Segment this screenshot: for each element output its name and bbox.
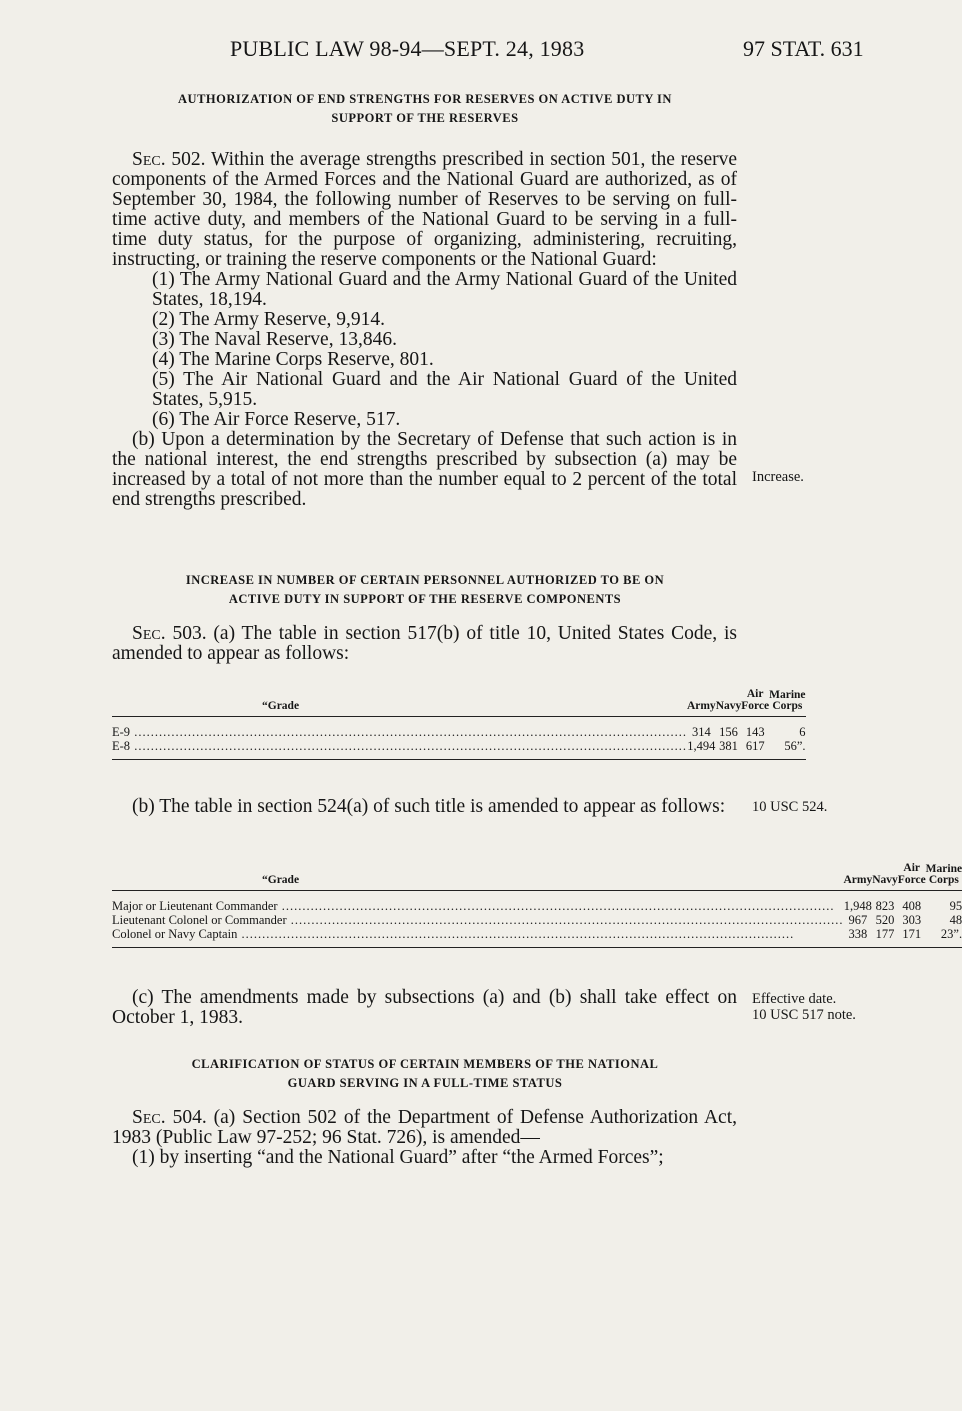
section-502-paragraph-b: (b) Upon a determination by the Secretary of Defense that such action is in the national interest, the end strengths prescribed by subsection (a) may be increased by a total of not more than the number equal to 2 percent of the total end strengths prescribed. (112, 429, 737, 510)
sec502-item-3: (3) The Naval Reserve, 13,846. (152, 329, 397, 350)
table-row: Major or Lieutenant Commander ..... 1,948 823 408 95 (112, 891, 962, 914)
table-row: E-9 ..... 314 156 143 6 (112, 717, 806, 740)
section-504-body (112, 1108, 737, 1168)
table-row: E-8 ..... 1,494 381 617 56”. (112, 739, 806, 760)
col-header-marine-corps: Marine Corps (926, 862, 962, 891)
section-503-heading: INCREASE IN NUMBER OF CERTAIN PERSONNEL AUTHORIZED TO BE ON ACTIVE DUTY IN SUPPORT OF THE RESERVE COMPONENTS (185, 573, 665, 606)
col-header-navy: Navy (716, 688, 742, 717)
col-header-air-force: Air Force (898, 862, 926, 891)
section-502-heading: AUTHORIZATION OF END STRENGTHS FOR RESERVES ON ACTIVE DUTY IN SUPPORT OF THE RESERVES (178, 92, 672, 125)
sec502-item-6: (6) The Air Force Reserve, 517. (152, 409, 401, 430)
col-header-grade: “Grade (112, 862, 843, 891)
col-header-grade: “Grade (112, 688, 687, 717)
col-header-army: Army (687, 688, 716, 717)
sec502-item-5: (5) The Air National Guard and the Air National Guard of the United States, 5,915. (152, 369, 737, 410)
sec502-item-1: (1) The Army National Guard and the Army National Guard of the United States, 18,194. (152, 269, 737, 310)
section-504-paragraph-a: Sec. 504. (a) Section 502 of the Department of Defense Authorization Act, 1983 (Public Law 97-252; 96 Stat. 726), is amended— (112, 1107, 737, 1148)
section-503-paragraph-c: (c) The amendments made by subsections (a) and (b) shall take effect on October 1, 1983. (112, 987, 737, 1028)
running-header-title: PUBLIC LAW 98-94—SEPT. 24, 1983 (230, 36, 585, 61)
section-503-paragraph-a: Sec. 503. (a) The table in section 517(b) of title 10, United States Code, is amended to appear as follows: (112, 623, 738, 664)
section-502-body (112, 150, 737, 510)
sec502-item-4: (4) The Marine Corps Reserve, 801. (152, 349, 434, 370)
margin-note-effective-date: Effective date. 10 USC 517 note. (752, 991, 856, 1023)
col-header-army: Army (843, 862, 872, 891)
table-row: Colonel or Navy Captain ..... 338 177 171 23”. (112, 927, 962, 948)
table-row: Lieutenant Colonel or Commander ..... 967 520 303 48 (112, 913, 962, 927)
table-header-row (112, 862, 962, 891)
table-517b (112, 688, 806, 760)
section-502-paragraph-a: Sec. 502. Within the average strengths prescribed in section 501, the reserve components of the Armed Forces and the National Guard are authorized, as of September 30, 1984, the following number of Reserves to be serving on full-time active duty, and members of the National Guard to be serving in a full-time duty status, for the purpose of organizing, administering, recruiting, instructing, or training the reserve components or the National Guard: (112, 149, 737, 270)
margin-note-10-usc-524: 10 USC 524. (752, 799, 828, 815)
running-header-stat-page: 97 STAT. 631 (743, 36, 864, 61)
sec504-item-1: (1) by inserting “and the National Guard” after “the Armed Forces”; (132, 1147, 664, 1168)
col-header-navy: Navy (872, 862, 898, 891)
section-503-paragraph-b: (b) The table in section 524(a) of such title is amended to appear as follows: (132, 796, 726, 817)
col-header-marine-corps: Marine Corps (769, 688, 805, 717)
section-504-heading: CLARIFICATION OF STATUS OF CERTAIN MEMBERS OF THE NATIONAL GUARD SERVING IN A FULL-TIME STATUS (191, 1057, 659, 1090)
table-header-row (112, 688, 806, 717)
margin-note-increase: Increase. (752, 469, 804, 485)
table-524a (112, 862, 962, 948)
sec502-item-2: (2) The Army Reserve, 9,914. (152, 309, 386, 330)
col-header-air-force: Air Force (741, 688, 769, 717)
